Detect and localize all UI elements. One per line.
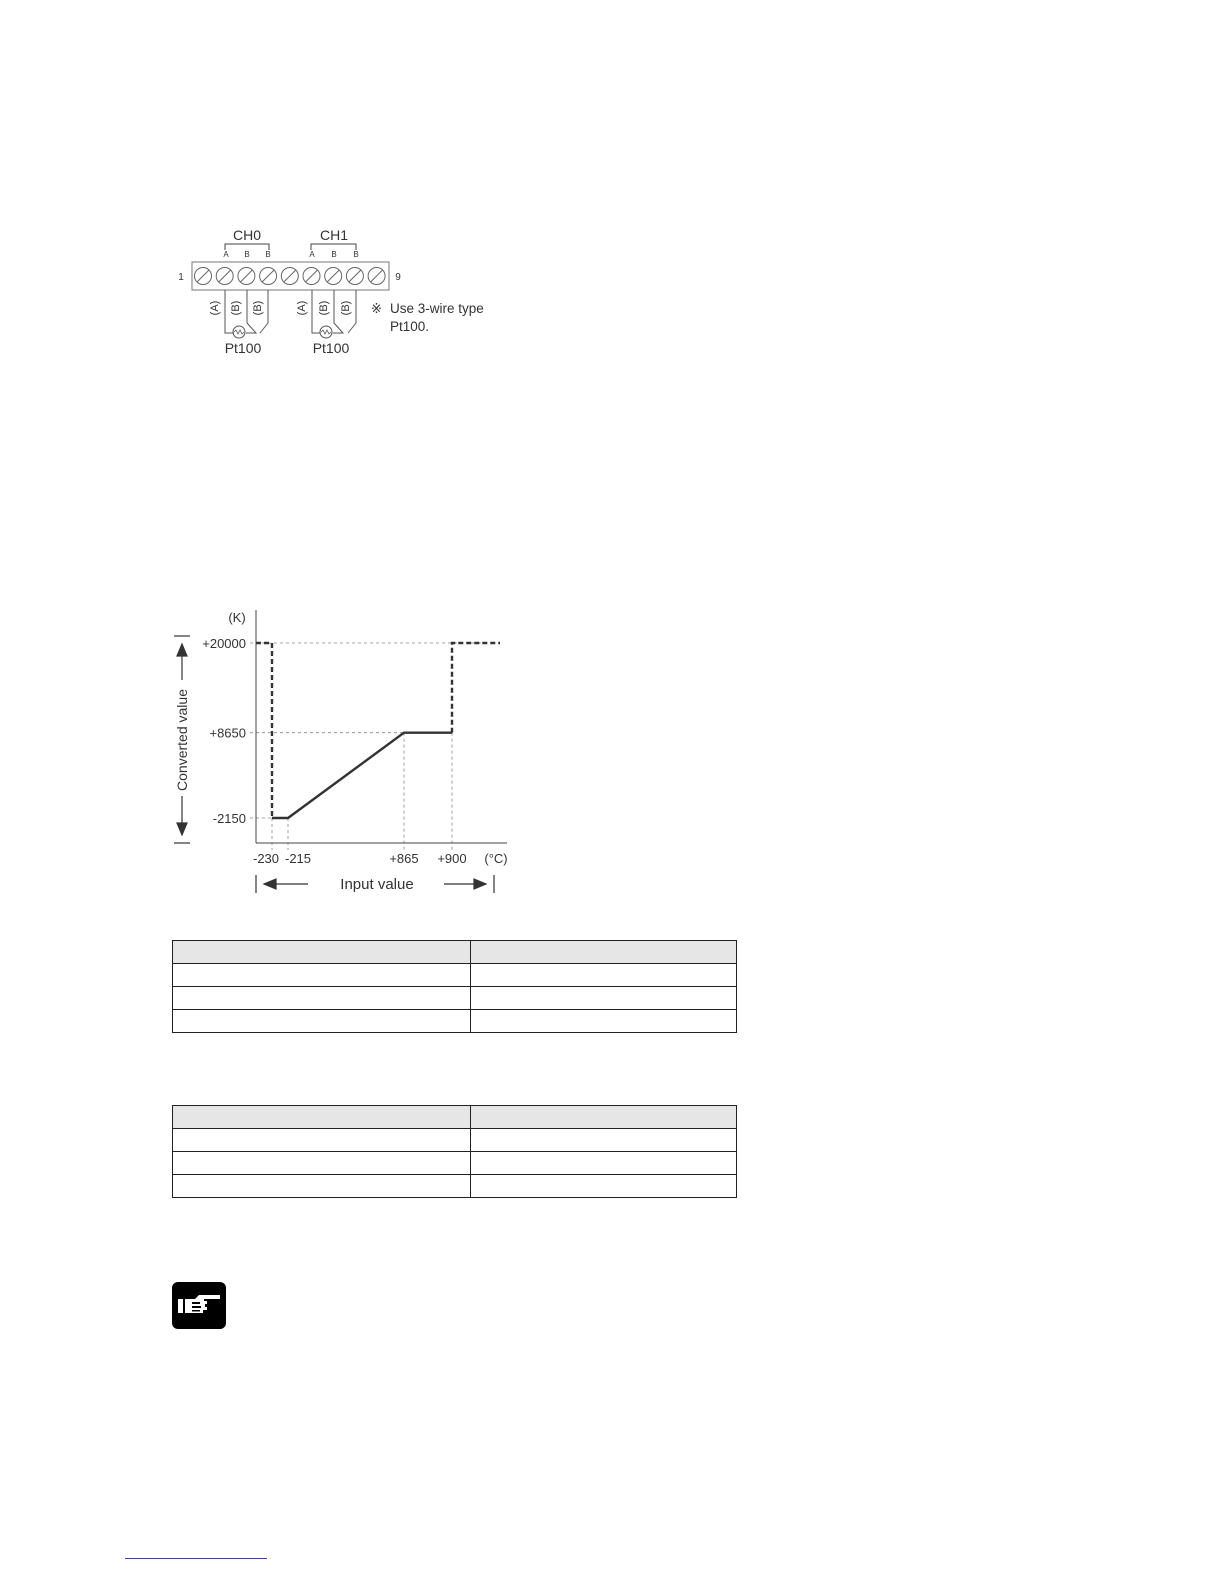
table-cell <box>471 1129 737 1152</box>
table-cell <box>471 1010 737 1033</box>
table-cell <box>173 1010 471 1033</box>
solid-series-line <box>272 733 452 818</box>
note-line-2: Pt100. <box>390 319 430 334</box>
pointing-hand-icon <box>172 1282 226 1329</box>
footer-rule <box>125 1558 267 1559</box>
table-header-cell <box>471 941 737 964</box>
table-cell <box>173 1152 471 1175</box>
dashed-series-line <box>452 643 500 733</box>
sensor-label: Pt100 <box>224 340 262 356</box>
terminal-letter: B <box>244 250 250 259</box>
terminal-letter: A <box>223 250 229 259</box>
table-header-cell <box>173 941 471 964</box>
sensor-label: Pt100 <box>312 340 350 356</box>
y-tick-label: -2150 <box>212 811 246 826</box>
conversion-chart <box>160 600 520 900</box>
x-tick-label: +900 <box>437 851 467 866</box>
y-tick-label: +8650 <box>209 725 246 741</box>
wire-label: (B) <box>318 300 330 316</box>
wire-label: (A) <box>209 300 221 316</box>
table-cell <box>173 1175 471 1198</box>
table-cell <box>173 1129 471 1152</box>
table-cell <box>173 987 471 1010</box>
x-tick-label: -230 <box>252 851 280 866</box>
table-1 <box>172 940 737 1033</box>
terminal-number-last: 9 <box>395 272 401 283</box>
table-row <box>173 987 737 1010</box>
table-row <box>173 1175 737 1198</box>
y-tick-label: +20000 <box>202 636 246 651</box>
chart-series <box>256 643 500 818</box>
table-2 <box>172 1105 737 1198</box>
wire-label: (B) <box>230 300 242 316</box>
terminal-letter: A <box>309 250 315 259</box>
table-row <box>173 1152 737 1175</box>
table-row <box>173 964 737 987</box>
terminal-number-first: 1 <box>178 272 184 283</box>
table-row <box>173 1129 737 1152</box>
x-tick-label: -215 <box>284 851 312 866</box>
wire-label: (A) <box>296 300 308 316</box>
x-unit-label: (°C) <box>484 851 508 866</box>
x-tick-label: +865 <box>389 851 419 866</box>
terminal-letter: B <box>265 250 271 259</box>
table-cell <box>471 1175 737 1198</box>
chart-axes <box>256 610 507 843</box>
table-cell <box>471 987 737 1010</box>
terminal-letter: B <box>353 250 359 259</box>
dashed-series-line <box>256 643 272 818</box>
table-header-cell <box>173 1106 471 1129</box>
note-line-1: Use 3-wire type <box>390 301 484 316</box>
terminal-screws <box>195 268 386 285</box>
table-cell <box>471 1152 737 1175</box>
table-cell <box>173 964 471 987</box>
chart-tick-labels <box>202 636 466 866</box>
channel-label-ch1: CH1 <box>319 227 349 243</box>
channel-label-ch0: CH0 <box>232 227 262 243</box>
y-unit-label: (K) <box>228 610 246 625</box>
table-header-row <box>173 1106 737 1129</box>
note-mark: ※ <box>371 301 382 316</box>
table-cell <box>471 964 737 987</box>
table-header-row <box>173 941 737 964</box>
y-axis-title: Converted value <box>174 689 190 791</box>
terminal-letter: B <box>331 250 337 259</box>
wire-label: (B) <box>340 300 352 316</box>
wire-label: (B) <box>252 300 264 316</box>
x-axis-title: Input value <box>340 876 414 893</box>
table-row <box>173 1010 737 1033</box>
table-header-cell <box>471 1106 737 1129</box>
wiring-diagram <box>160 220 520 370</box>
